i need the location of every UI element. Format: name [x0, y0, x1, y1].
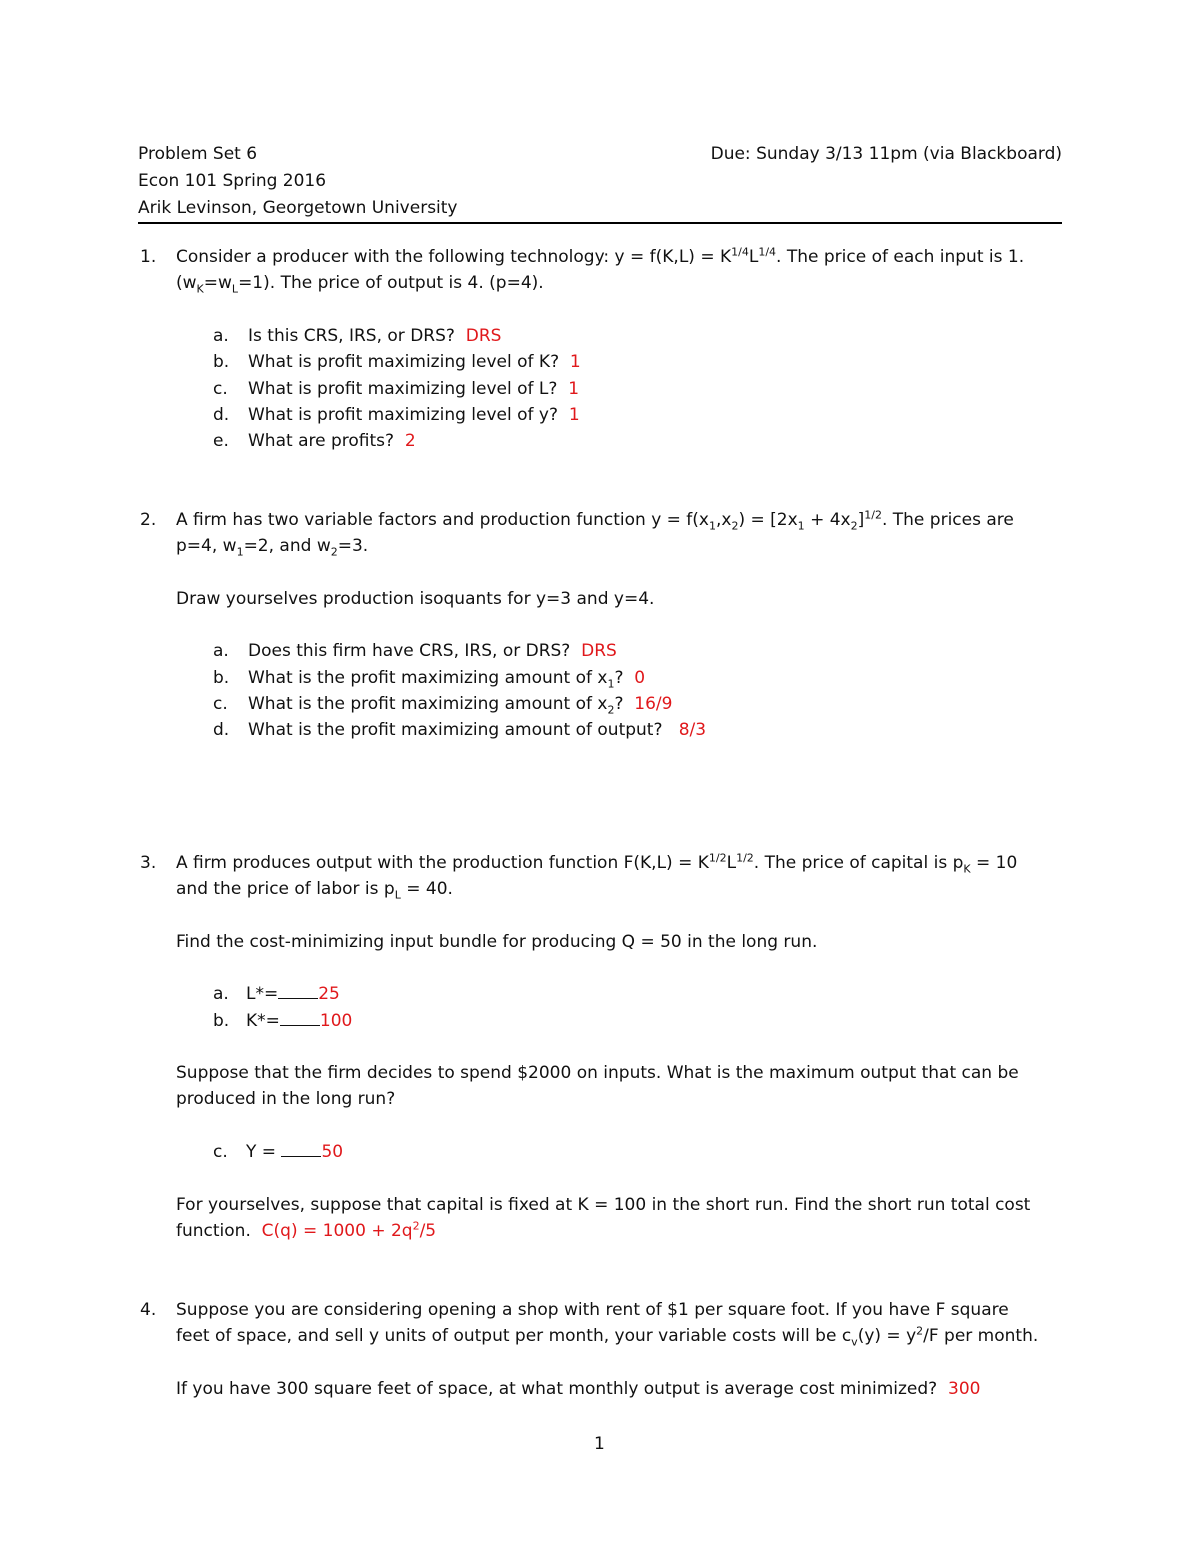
answer: 100 [319, 1011, 353, 1031]
q1-item-a: a. [213, 326, 229, 346]
course-name: Econ 101 Spring 2016 [138, 171, 327, 191]
answer: 1 [568, 379, 580, 399]
q2-item-c-text: What is the profit maximizing amount of $x_2$? 16/9 [248, 694, 673, 717]
q3-find-instruction: Find the cost-minimizing input bundle for producing Q = 50 in the long run. [176, 932, 818, 952]
q3-item-b: b. [213, 1011, 230, 1031]
page-number: 1 [594, 1434, 605, 1454]
answer-blank [280, 1011, 320, 1026]
header-divider [138, 222, 1062, 224]
q1-item-b: b. [213, 352, 230, 372]
answer: 25 [318, 984, 340, 1004]
q1-number: 1. [140, 247, 157, 267]
q2-line1: A firm has two variable factors and production function $y = f(x_1,x_2) = [2x_1 + 4x_2]^{1/2}$. The prices are [176, 508, 1014, 533]
q3-number: 3. [140, 853, 157, 873]
q3-item-b-text: K*= 100 [246, 1011, 353, 1031]
due-date: Due: Sunday 3/13 11pm (via Blackboard) [710, 144, 1062, 164]
answer: 0 [634, 668, 646, 688]
answer-blank [278, 984, 318, 999]
author-line: Arik Levinson, Georgetown University [138, 198, 458, 218]
q2-item-d: d. [213, 720, 230, 740]
q3-line1: A firm produces output with the production function $F(K,L) = K^{1/2}L^{1/2}$. The price of capital is $p_K = 10$ [176, 851, 1018, 876]
q4-line2: feet of space, and sell y units of output per month, your variable costs will be $c_v(y) = y^2/F$ per month. [176, 1324, 1039, 1349]
answer: DRS [581, 641, 617, 661]
q1-item-d: d. [213, 405, 230, 425]
q3-short-run-line1: For yourselves, suppose that capital is fixed at K = 100 in the short run. Find the short run total cost [176, 1195, 1031, 1215]
q4-line3: If you have 300 square feet of space, at what monthly output is average cost minimized? 300 [176, 1379, 981, 1399]
q4-number: 4. [140, 1300, 157, 1320]
answer: 16/9 [634, 694, 673, 714]
q1-item-b-text: What is profit maximizing level of K? 1 [248, 352, 581, 372]
q4-line1: Suppose you are considering opening a shop with rent of $1 per square foot. If you have F square [176, 1300, 1009, 1320]
q2-item-a-text: Does this firm have CRS, IRS, or DRS? DRS [248, 641, 617, 661]
answer: DRS [465, 326, 502, 346]
q1-line2: $(w_K=w_L=1)$. The price of output is 4. (p=4). [176, 273, 544, 296]
q1-item-a-text: Is this CRS, IRS, or DRS? DRS [248, 326, 502, 346]
q1-item-e: e. [213, 431, 229, 451]
q3-line2: and the price of labor is $p_L = 40$. [176, 879, 453, 902]
q2-item-c: c. [213, 694, 228, 714]
q3-spend-line1: Suppose that the firm decides to spend $2000 on inputs. What is the maximum output that can be [176, 1063, 1019, 1083]
q3-item-a-text: L*= 25 [246, 984, 340, 1004]
answer: 50 [321, 1142, 344, 1162]
q2-item-b-text: What is the profit maximizing amount of $x_1$? 0 [248, 668, 646, 691]
answer-blank [281, 1142, 321, 1157]
answer: 300 [948, 1379, 981, 1399]
q2-number: 2. [140, 510, 157, 530]
q1-item-e-text: What are profits? 2 [248, 431, 416, 451]
q2-line2: p=4, $w_1=2$, and $w_2=3$. [176, 536, 369, 559]
answer: 1 [568, 405, 580, 425]
q3-item-a: a. [213, 984, 229, 1004]
answer: $C(q) = 1000 + 2q^2/5$ [261, 1219, 437, 1241]
q1-line1: Consider a producer with the following technology: $y = f(K,L) = K^{1/4}L^{1/4}$. The price of each input is 1. [176, 245, 1025, 267]
q2-item-a: a. [213, 641, 229, 661]
q1-item-d-text: What is profit maximizing level of y? 1 [248, 405, 580, 425]
q2-draw-instruction: Draw yourselves production isoquants for y=3 and y=4. [176, 589, 655, 609]
q2-item-b: b. [213, 668, 230, 688]
q1-item-c-text: What is profit maximizing level of L? 1 [248, 379, 580, 399]
q1-item-c: c. [213, 379, 228, 399]
problem-set-title: Problem Set 6 [138, 144, 258, 164]
answer: 8/3 [678, 720, 707, 740]
q3-spend-line2: produced in the long run? [176, 1089, 396, 1109]
q3-short-run-line2: function. $C(q) = 1000 + 2q^2/5$ [176, 1219, 437, 1241]
q3-item-c-text: Y = 50 [246, 1142, 344, 1162]
q2-item-d-text: What is the profit maximizing amount of output? 8/3 [248, 720, 707, 740]
q3-item-c: c. [213, 1142, 228, 1162]
answer: 1 [569, 352, 581, 372]
answer: 2 [404, 431, 416, 451]
